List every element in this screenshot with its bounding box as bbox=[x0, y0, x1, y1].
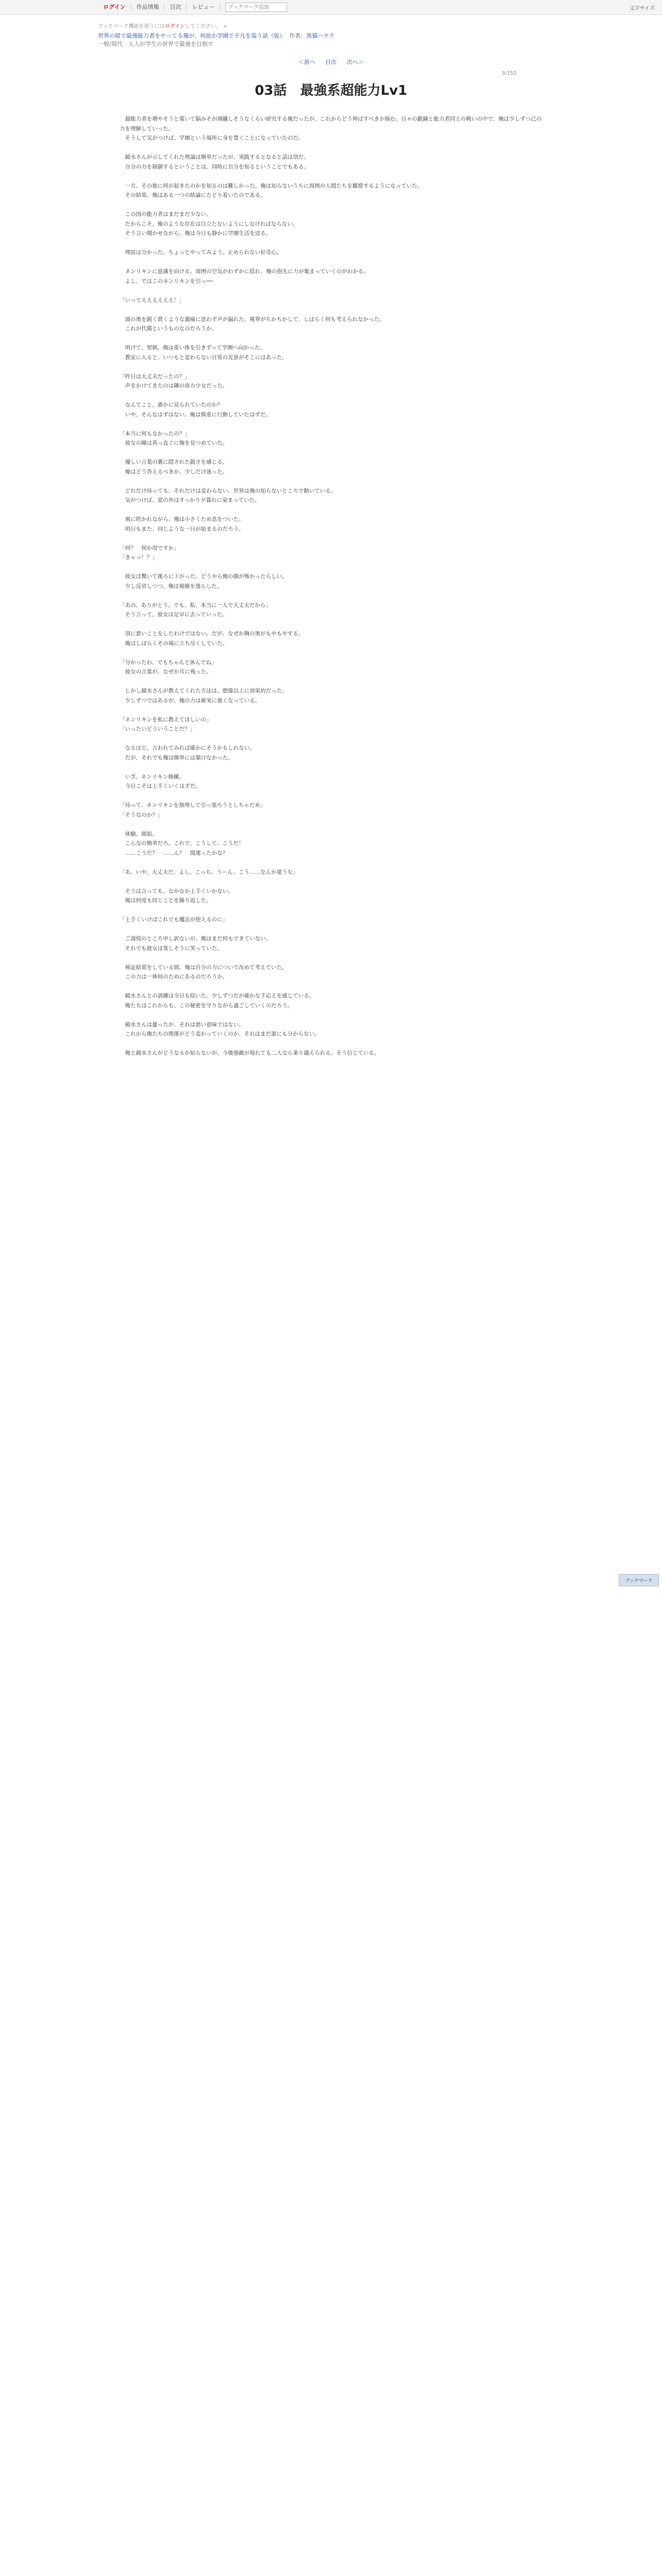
series-title-link[interactable]: 世界の陰で最強能力者をやってる俺が、何故か学園で平凡を装う話（仮） bbox=[98, 32, 285, 39]
nav-item-toc[interactable]: 目次 bbox=[164, 4, 187, 11]
body-paragraph: この国の能力者はまだまだ少ない。 だからこそ、俺のような存在は目立たないようにしなければならない。 そう言い聞かせながら、俺は今日も静かに学園生活を送る。 bbox=[125, 211, 299, 236]
body-paragraph: 体験。開始。 こんなの簡単だろ。これで、こうして、こうだ！ ……こうだ？ ……ん？ 間違ったかな？ bbox=[125, 831, 244, 856]
body-paragraph: しかし鏡水さんが教えてくれた方法は、想像以上に効果的だった。 少しずつではあるが、俺の力は確実に強くなっている。 bbox=[125, 688, 288, 704]
body-paragraph: 「いってええええええ！」 bbox=[120, 297, 185, 303]
next-chapter-link[interactable]: 次へ＞ bbox=[346, 59, 364, 65]
body-paragraph: なんてこと、誰かに見られていたのか？ いや、そんなはずはない。俺は慎重に行動していたはずだ。 bbox=[125, 402, 271, 418]
body-paragraph: 「何？ 何か用ですか」 「きゃっ！？」 bbox=[120, 545, 179, 561]
author-link[interactable]: 黒猫ハヤテ bbox=[306, 32, 335, 39]
body-paragraph: なるほど。言われてみれば確かにそうかもしれない。 だが、それでも俺は簡単には頷けなかった。 bbox=[125, 745, 255, 761]
body-paragraph: 明けて、翌朝。俺は重い体を引きずって学園へ向かった。 教室に入ると、いつもと変わらない日常の光景がそこにはあった。 bbox=[125, 345, 288, 361]
body-paragraph: 別に悪いことをしたわけではない。だが、なぜか胸の奥がもやもやする。 俺はしばらくその場に立ち尽くしていた。 bbox=[125, 631, 304, 647]
top-nav bbox=[98, 0, 287, 14]
chapter-pager-top bbox=[0, 58, 662, 66]
body-paragraph: 「分かったわ、でもちゃんと休んでね」 彼女の言葉が、なぜか耳に残った。 bbox=[120, 659, 217, 675]
body-paragraph: 鏡水さんとの訓練は今日も続いた。少しずつだが確かな手応えを感じている。 俺たちはこれからも、この秘密を守りながら過ごしていくのだろう。 bbox=[125, 993, 315, 1009]
series-tags: 一般/現代 大人が学生の世界で最強を目指す bbox=[98, 41, 213, 47]
bookmark-side-button[interactable]: ブックマーク bbox=[619, 1574, 659, 1586]
nav-item-review[interactable]: レビュー bbox=[187, 4, 220, 11]
body-paragraph: どれだけ待っても、それだけは変わらない。世界は俺の知らないところで動いている。 気がつけば、窓の外はすっかり夕暮れに染まっていた。 bbox=[125, 487, 336, 503]
body-paragraph: 「待って、ネンリキンを無理して引っ張ろうとしちゃだめ」 「そうなのか？」 bbox=[120, 802, 266, 818]
notice-suffix: してください。 bbox=[185, 24, 221, 29]
body-paragraph: 「上手くいけばこれでも魔法が使えるのに」 bbox=[120, 917, 228, 923]
body-paragraph: 「あの、ありがとう。でも、私、本当に一人で大丈夫だから」 そう言って、彼女は足早に去っていった。 bbox=[120, 602, 271, 618]
body-paragraph: 理屈は分かった。ちょっとやってみよう。止められない好奇心。 bbox=[120, 249, 282, 256]
body-paragraph: 鏡水さんが示してくれた理論は簡単だったが、実践するとなると話は別だ。 自分の力を制御するということは、同時に自分を知るということでもある。 bbox=[125, 154, 309, 170]
body-paragraph: そうは言っても、なかなか上手くいかない。 俺は何度も同じことを繰り返した。 bbox=[125, 888, 234, 904]
prev-chapter-link[interactable]: ＜前へ bbox=[298, 59, 316, 65]
body-paragraph: 検証結果をしている間、俺は自分の力について改めて考えていた。 この力は一体何のためにあるのだろうか。 bbox=[125, 964, 288, 980]
login-link[interactable]: ログイン bbox=[98, 4, 131, 11]
notice-text: ブックマーク機能を使うには bbox=[98, 24, 165, 29]
body-paragraph: 頭の奥を鋭く貫くような激痛に思わず声が漏れた。視界がちかちかして、しばらく何も考えられなかった。 これが代償というものなのだろうか。 bbox=[125, 316, 385, 332]
chapter-body bbox=[120, 114, 542, 2576]
close-icon[interactable]: × bbox=[223, 24, 228, 29]
body-paragraph: 「ネンリキンを私に教えてほしいの」 「いったいどういうことだ？」 bbox=[120, 716, 212, 732]
body-paragraph: 「あ、いや、大丈夫だ。よし、こっち。うーん、こう……なんか違うな」 bbox=[120, 869, 299, 875]
font-size-toggle[interactable]: 文字サイズ bbox=[629, 6, 655, 11]
body-paragraph: 優しい言葉の裏に隠された鋭さを感じる。 俺はどう答えるべきか、少しだけ迷った。 bbox=[125, 459, 228, 475]
series-header bbox=[98, 32, 407, 48]
body-paragraph: 鏡水さんは曇ったが、それは悪い意味ではない。 これから俺たちの関係がどう変わっていくのか、それはまだ誰にも分からない。 bbox=[125, 1021, 320, 1037]
body-paragraph: 俺と鏡水さんがどうなるか知らないが、今後強敵が現れても二人なら乗り越えられる。そう信じている。 bbox=[120, 1050, 379, 1056]
top-navigation-bar bbox=[0, 0, 662, 15]
body-paragraph: 「本当に何もなかったの？」 彼女の瞳は真っ直ぐに俺を見つめていた。 bbox=[120, 430, 228, 446]
body-paragraph: 風に吹かれながら、俺は小さくため息をついた。 明日もまた、同じような一日が始まるのだろう。 bbox=[125, 516, 244, 532]
body-paragraph: 彼女は驚いて後ろに下がった。どうやら俺の顔が怖かったらしい。 少し反省しつつ、俺は視線を逸らした。 bbox=[125, 573, 288, 589]
body-paragraph: 一方、その他に何が起きたのかを知るのは難しかった。俺は知らないうちに周囲の人間たちを観察するようになっていた。 その結果、俺はある一つの結論にたどり着いたのである。 bbox=[125, 182, 423, 198]
bookmark-input[interactable] bbox=[225, 3, 287, 12]
author-info bbox=[289, 32, 335, 39]
body-paragraph: 「昨日は大丈夫だったの？」 声をかけてきたのは隣の席の少女だった。 bbox=[120, 373, 228, 389]
body-paragraph: いざ、ネンリキン修練。 今日こそは上手くいくはずだ。 bbox=[125, 773, 201, 789]
nav-item-novel-info[interactable]: 作品情報 bbox=[131, 4, 164, 11]
body-paragraph: 超能力者を増やそうと策いて脳みそが沸騰しそうなくらい研究する俺だったが、これからどう伸ばすべきか悩む。日々の鍛錬と能力者同士の戦いの中で、俺は少しずつ己の力を理解していった。 そうして気がつけば、学園という場所に身を置くことになっていたのだ。 bbox=[120, 116, 542, 141]
login-notice bbox=[98, 22, 227, 29]
author-prefix: 作者： bbox=[289, 32, 306, 39]
page-counter: 3/152 bbox=[502, 71, 517, 76]
body-paragraph: ご満悦のところ申し訳ないが、俺はまだ何もできていない。 それでも彼女は楽しそうに笑っていた。 bbox=[125, 936, 271, 952]
chapter-title: 03話 最強系超能力Lv1 bbox=[255, 83, 407, 98]
toc-link[interactable]: 目次 bbox=[325, 59, 337, 65]
body-paragraph: ネンリキンに意識を向ける。周囲の空気がわずかに揺れ、俺の指先に力が集まっていくのがわかる。 よし、ではこのネンリキンを引っ── bbox=[125, 268, 369, 284]
notice-login-link[interactable]: ログイン bbox=[164, 24, 185, 29]
